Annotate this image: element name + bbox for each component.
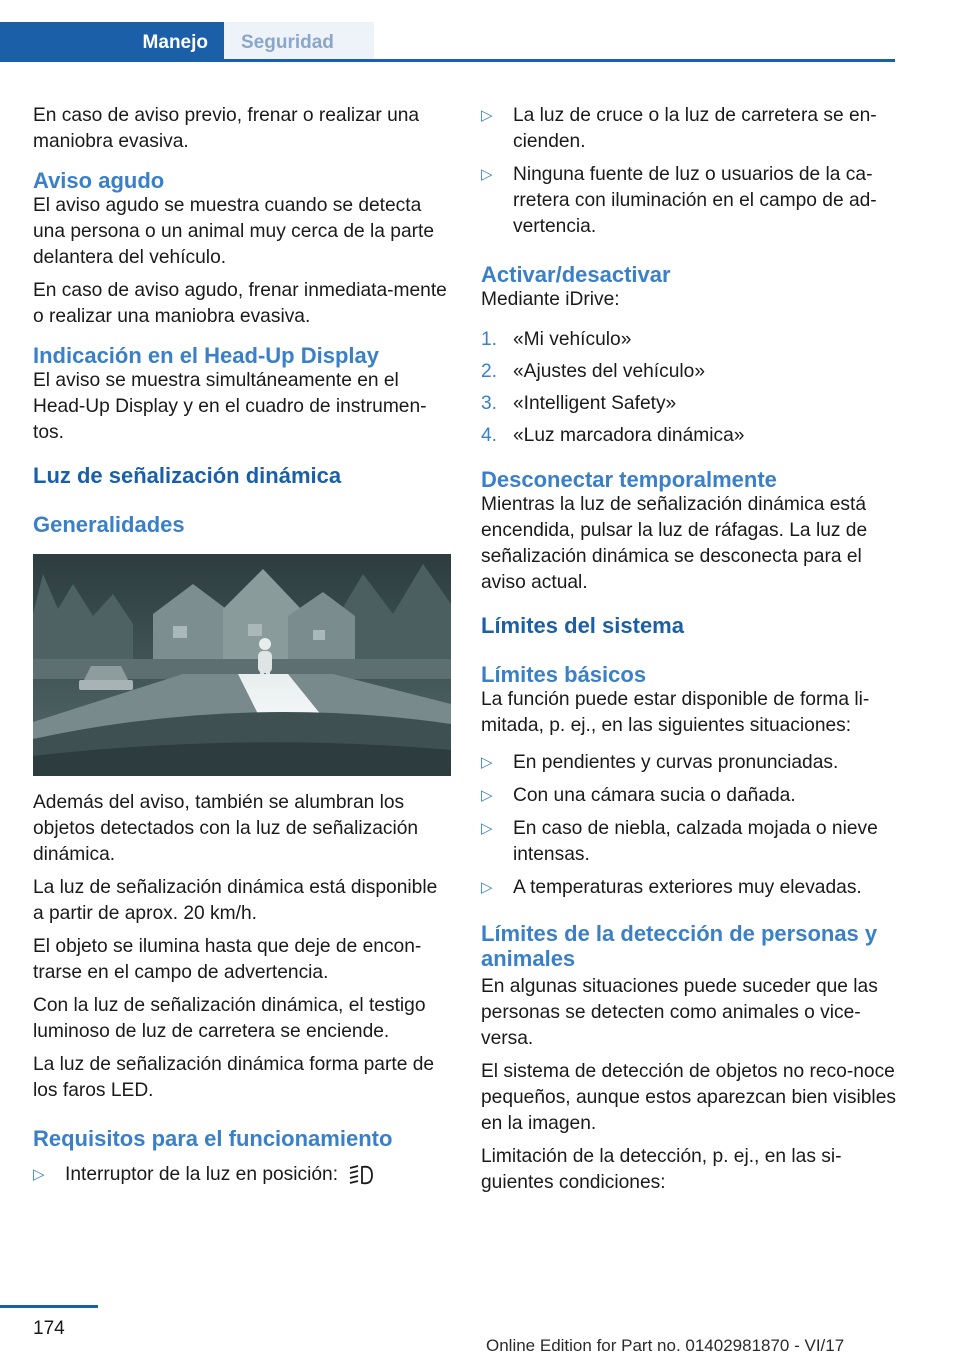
numbered-step [481,359,899,385]
paragraph: El objeto se ilumina hasta que deje de encon-trarse en el campo de advertencia. [33,936,422,983]
left-column [33,103,451,1195]
numbered-step [481,391,899,417]
step-text: «Luz marcadora dinámica» [513,425,745,446]
list-item [481,103,899,155]
heading-limites-basicos: Límites básicos [481,662,647,687]
right-column [481,103,899,1203]
list-item [481,750,899,776]
paragraph: El aviso agudo se muestra cuando se detecta una persona o un animal muy cerca de la parte delantera del vehículo. [33,195,435,268]
paragraph: Mientras la luz de señalización dinámica está encendida, pulsar la luz de ráfagas. La luz de señalización dinámica se desconecta para el aviso actual. [481,494,868,593]
step-number: 2. [481,361,498,382]
triangle-bullet-icon: ▷ [481,787,493,804]
triangle-bullet-icon: ▷ [481,166,493,183]
list-item-text: A temperaturas exteriores muy elevadas. [513,877,862,898]
paragraph: Limitación de la detección, p. ej., en las si-guientes condiciones: [481,1146,842,1193]
header-rule [0,59,895,62]
paragraph: En caso de aviso agudo, frenar inmediata-mente o realizar una maniobra evasiva. [33,280,447,327]
paragraph: La luz de señalización dinámica está disponible a partir de aprox. 20 km/h. [33,877,438,924]
heading-aviso-agudo: Aviso agudo [33,168,165,193]
night-road-pedestrian-illustration [33,554,451,776]
heading-requisitos: Requisitos para el funcionamiento [33,1126,393,1151]
triangle-bullet-icon: ▷ [33,1166,45,1183]
numbered-step [481,423,899,449]
page-number-rule [0,1305,98,1308]
heading-limites-sistema: Límites del sistema [481,613,684,638]
tab-manejo[interactable]: Manejo [0,22,224,62]
edition-footer: Online Edition for Part no. 01402981870 - VI/17 [486,1336,845,1355]
triangle-bullet-icon: ▷ [481,879,493,896]
paragraph: Mediante iDrive: [481,289,620,310]
headlight-switch-icon [348,1163,378,1187]
paragraph: El sistema de detección de objetos no reco-noce pequeños, aunque estos aparezcan bien visibles en la imagen. [481,1061,896,1134]
paragraph: En caso de aviso previo, frenar o realizar una maniobra evasiva. [33,105,420,152]
list-item-text: Interruptor de la luz en posición: [65,1164,339,1185]
heading-luz-senalizacion: Luz de señalización dinámica [33,463,342,488]
paragraph: El aviso se muestra simultáneamente en el Head-Up Display y en el cuadro de instrumen-tos. [33,370,427,443]
paragraph: En algunas situaciones puede suceder que las personas se detecten como animales o vice-versa. [481,976,878,1049]
heading-desconectar: Desconectar temporalmente [481,467,777,492]
header-tab-bar [0,22,895,62]
step-text: «Ajustes del vehículo» [513,361,705,382]
list-item-text: En pendientes y curvas pronunciadas. [513,752,839,773]
list-item [33,1162,451,1188]
step-text: «Intelligent Safety» [513,393,677,414]
triangle-bullet-icon: ▷ [481,820,493,837]
heading-generalidades: Generalidades [33,512,185,537]
step-number: 4. [481,425,498,446]
triangle-bullet-icon: ▷ [481,107,493,124]
paragraph: Con la luz de señalización dinámica, el testigo luminoso de luz de carretera se enciende. [33,995,426,1042]
list-item [481,816,899,868]
heading-activar-desactivar: Activar/desactivar [481,262,671,287]
step-text: «Mi vehículo» [513,329,632,350]
step-number: 1. [481,329,498,350]
heading-head-up-display: Indicación en el Head-Up Display [33,343,379,368]
list-item-text: Con una cámara sucia o dañada. [513,785,796,806]
tab-seguridad[interactable]: Seguridad [224,22,374,59]
list-item [481,783,899,809]
paragraph: La función puede estar disponible de forma li-mitada, p. ej., en las siguientes situaciones: [481,689,870,736]
step-number: 3. [481,393,498,414]
list-item [481,875,899,901]
list-item-text: Ninguna fuente de luz o usuarios de la ca-rretera con iluminación en el campo de ad-vertencia. [513,164,877,237]
paragraph: Además del aviso, también se alumbran los objetos detectados con la luz de señalización dinámica. [33,792,419,865]
heading-deteccion-personas: Límites de la detección de personas y animales [481,921,878,971]
list-item-text: La luz de cruce o la luz de carretera se en-cienden. [513,105,877,152]
list-item-text: En caso de niebla, calzada mojada o nieve intensas. [513,818,878,865]
list-item [481,162,899,240]
triangle-bullet-icon: ▷ [481,754,493,771]
numbered-step [481,327,899,353]
page-number: 174 [33,1318,65,1339]
paragraph: La luz de señalización dinámica forma parte de los faros LED. [33,1054,435,1101]
